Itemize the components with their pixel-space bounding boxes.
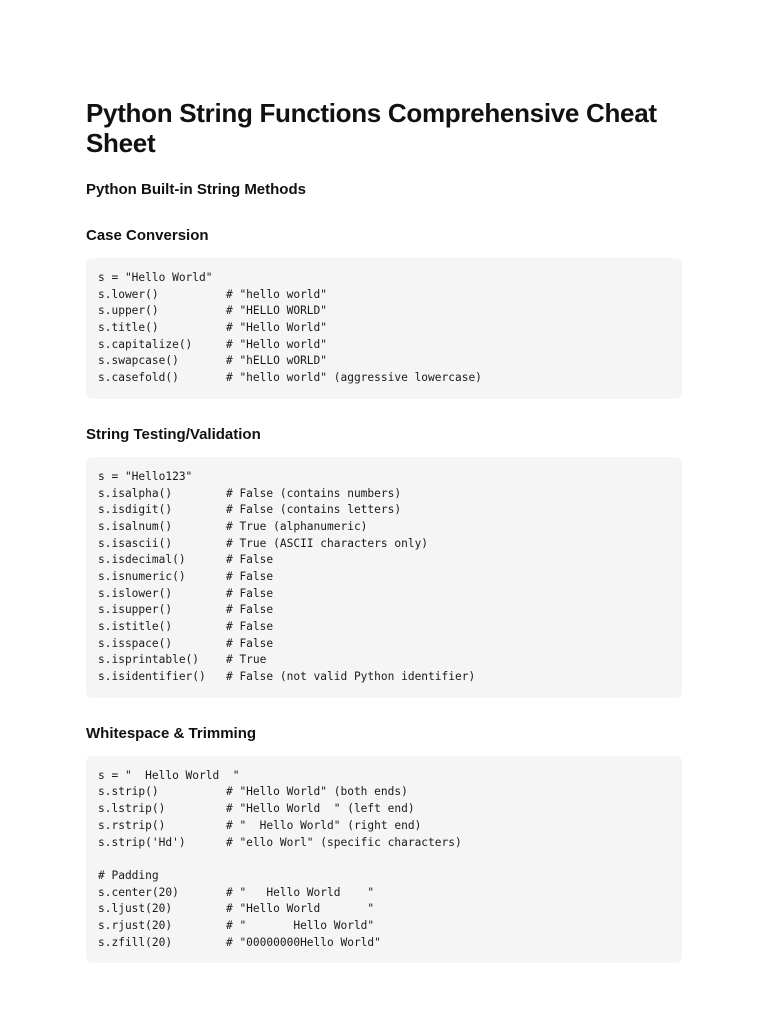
code-line: s.istitle() # False (98, 620, 274, 633)
code-line: s.rjust(20) # " Hello World" (98, 918, 375, 932)
code-line: # Padding (98, 868, 159, 882)
code-line: s = "Hello123" (98, 469, 193, 483)
code-line: s.isupper() # False (98, 603, 274, 617)
code-line: s.title() # "Hello World" (98, 321, 328, 335)
code-block-case-conversion (86, 258, 682, 399)
code-line: s.isalnum() # True (alphanumeric) (98, 519, 368, 533)
heading-whitespace-trimming: Whitespace & Trimming (86, 724, 257, 742)
code-line: s.lower() # "hello world" (98, 287, 328, 301)
code-line (98, 851, 670, 868)
code-line: s.islower() # False (98, 586, 274, 600)
code-line: s.strip('Hd') # "ello Worl" (specific characters) (98, 835, 462, 849)
heading-string-testing-validation: String Testing/Validation (86, 425, 261, 443)
code-block-whitespace-trimming (86, 756, 682, 964)
code-line: s.capitalize() # "Hello world" (98, 337, 328, 351)
section-heading-built-in-methods: Python Built-in String Methods (86, 181, 306, 198)
code-line: s.rstrip() # " Hello World" (right end) (98, 818, 422, 832)
code-line: s.isalpha() # False (contains numbers) (98, 486, 402, 500)
page-title: Python String Functions Comprehensive Cheat Sheet (86, 98, 657, 158)
code-line: s.isprintable() # True (98, 653, 267, 667)
heading-case-conversion: Case Conversion (86, 227, 209, 244)
code-line: s.isidentifier() # False (not valid Python identifier) (98, 670, 476, 684)
code-line: s = " Hello World " (98, 768, 240, 782)
code-line: s.isdigit() # False (contains letters) (98, 503, 402, 517)
code-line: s.center(20) # " Hello World " (98, 885, 375, 899)
code-line: s = "Hello World" (98, 271, 213, 284)
code-line: s.strip() # "Hello World" (both ends) (98, 785, 408, 799)
code-line: s.isnumeric() # False (98, 569, 274, 583)
code-line: s.ljust(20) # "Hello World " (98, 902, 375, 916)
code-line: s.isdecimal() # False (98, 553, 274, 567)
code-line: s.isspace() # False (98, 636, 274, 650)
code-line: s.zfill(20) # "00000000Hello World" (98, 935, 381, 949)
code-line: s.isascii() # True (ASCII characters only) (98, 536, 429, 550)
code-line: s.casefold() # "hello world" (aggressive lowercase) (98, 371, 482, 385)
code-line: s.upper() # "HELLO WORLD" (98, 304, 328, 318)
code-line: s.swapcase() # "hELLO wORLD" (98, 354, 328, 368)
document-page (86, 98, 682, 963)
code-block-string-testing (86, 457, 682, 698)
code-line: s.lstrip() # "Hello World " (left end) (98, 802, 415, 816)
